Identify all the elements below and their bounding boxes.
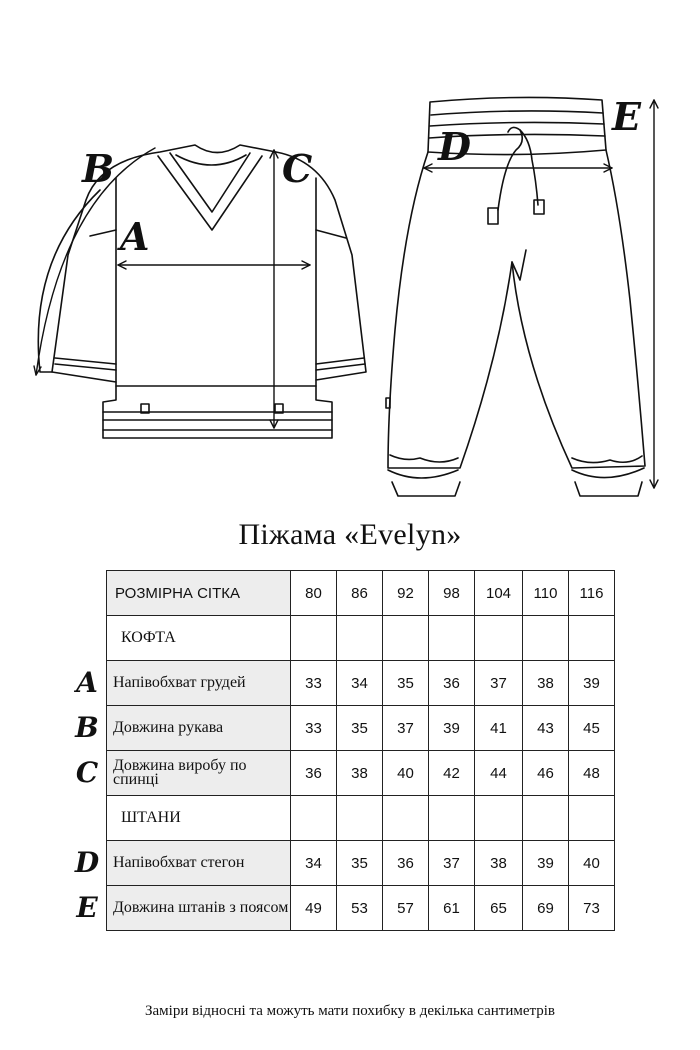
measure-row-cell: 46 [523, 751, 569, 796]
measure-row-label: Довжина штанів з поясом [107, 886, 291, 931]
section-row-cell [569, 796, 615, 841]
size-chart-table [106, 570, 615, 931]
measure-row-cell: 39 [569, 661, 615, 706]
measure-row-cell: 43 [523, 706, 569, 751]
marker-e-label: E [612, 94, 641, 139]
marker-a-label: A [120, 214, 150, 259]
measure-row [107, 661, 615, 706]
header-row [107, 571, 615, 616]
measure-row-cell: 33 [291, 706, 337, 751]
section-row-label: ШТАНИ [107, 796, 291, 841]
measure-row-cell: 35 [337, 841, 383, 886]
section-row [107, 616, 615, 661]
row-letter-marker: A [76, 666, 98, 699]
measure-row-cell: 37 [475, 661, 523, 706]
section-row-cell [383, 796, 429, 841]
measure-row-label: Довжина рукава [107, 706, 291, 751]
measure-row-cell: 73 [569, 886, 615, 931]
header-row-cell: 110 [523, 571, 569, 616]
section-row-cell [383, 616, 429, 661]
measure-row [107, 841, 615, 886]
section-row-cell [337, 616, 383, 661]
measure-row-cell: 41 [475, 706, 523, 751]
marker-c-label: C [282, 146, 313, 191]
measure-row-label: Напівобхват стегон [107, 841, 291, 886]
measure-row-cell: 61 [429, 886, 475, 931]
row-letter-marker: D [74, 846, 100, 879]
measure-row-cell: 53 [337, 886, 383, 931]
measure-row-cell: 48 [569, 751, 615, 796]
measure-row-cell: 39 [523, 841, 569, 886]
header-row-cell: 86 [337, 571, 383, 616]
measure-row-cell: 49 [291, 886, 337, 931]
measure-row-cell: 38 [475, 841, 523, 886]
measure-row-cell: 57 [383, 886, 429, 931]
section-row-cell [475, 796, 523, 841]
header-row-cell: 116 [569, 571, 615, 616]
measure-row-cell: 35 [383, 661, 429, 706]
measure-row-label: Напівобхват грудей [107, 661, 291, 706]
row-letter-marker: E [76, 891, 98, 924]
section-row-cell [429, 616, 475, 661]
section-row [107, 796, 615, 841]
measure-row-cell: 38 [523, 661, 569, 706]
measure-row-cell: 37 [429, 841, 475, 886]
measure-row-cell: 39 [429, 706, 475, 751]
measure-row-cell: 34 [337, 661, 383, 706]
garment-illustration [0, 0, 700, 520]
header-row-label: РОЗМІРНА СІТКА [107, 571, 291, 616]
measure-row-cell: 35 [337, 706, 383, 751]
header-row-cell: 92 [383, 571, 429, 616]
header-row-cell: 80 [291, 571, 337, 616]
measure-row-cell: 36 [291, 751, 337, 796]
section-row-cell [523, 616, 569, 661]
measure-row-cell: 37 [383, 706, 429, 751]
measure-row-cell: 33 [291, 661, 337, 706]
disclaimer-note: Заміри відносні та можуть мати похибку в декілька сантиметрів [144, 1003, 556, 1019]
measure-row-cell: 42 [429, 751, 475, 796]
measure-row-cell: 69 [523, 886, 569, 931]
measure-row-cell: 38 [337, 751, 383, 796]
marker-d-label: D [438, 124, 471, 169]
section-row-cell [429, 796, 475, 841]
measure-row-cell: 40 [569, 841, 615, 886]
page-title: Піжама «Evelyn» [238, 518, 462, 551]
measure-row-cell: 65 [475, 886, 523, 931]
measure-row-cell: 44 [475, 751, 523, 796]
header-row-cell: 104 [475, 571, 523, 616]
measure-row [107, 886, 615, 931]
section-row-cell [291, 616, 337, 661]
measure-row [107, 751, 615, 796]
measure-row-label: Довжина виробу по спинці [107, 751, 291, 796]
section-row-cell [475, 616, 523, 661]
row-letter-marker: B [75, 711, 99, 744]
section-row-cell [523, 796, 569, 841]
measure-row [107, 706, 615, 751]
header-row-cell: 98 [429, 571, 475, 616]
section-row-cell [337, 796, 383, 841]
section-row-cell [569, 616, 615, 661]
row-letter-marker: C [75, 756, 99, 789]
marker-b-label: B [82, 146, 115, 191]
measure-row-cell: 34 [291, 841, 337, 886]
measure-row-cell: 45 [569, 706, 615, 751]
measure-row-cell: 40 [383, 751, 429, 796]
pants-drawing [386, 97, 645, 496]
measure-row-cell: 36 [429, 661, 475, 706]
section-row-label: КОФТА [107, 616, 291, 661]
section-row-cell [291, 796, 337, 841]
measure-row-cell: 36 [383, 841, 429, 886]
